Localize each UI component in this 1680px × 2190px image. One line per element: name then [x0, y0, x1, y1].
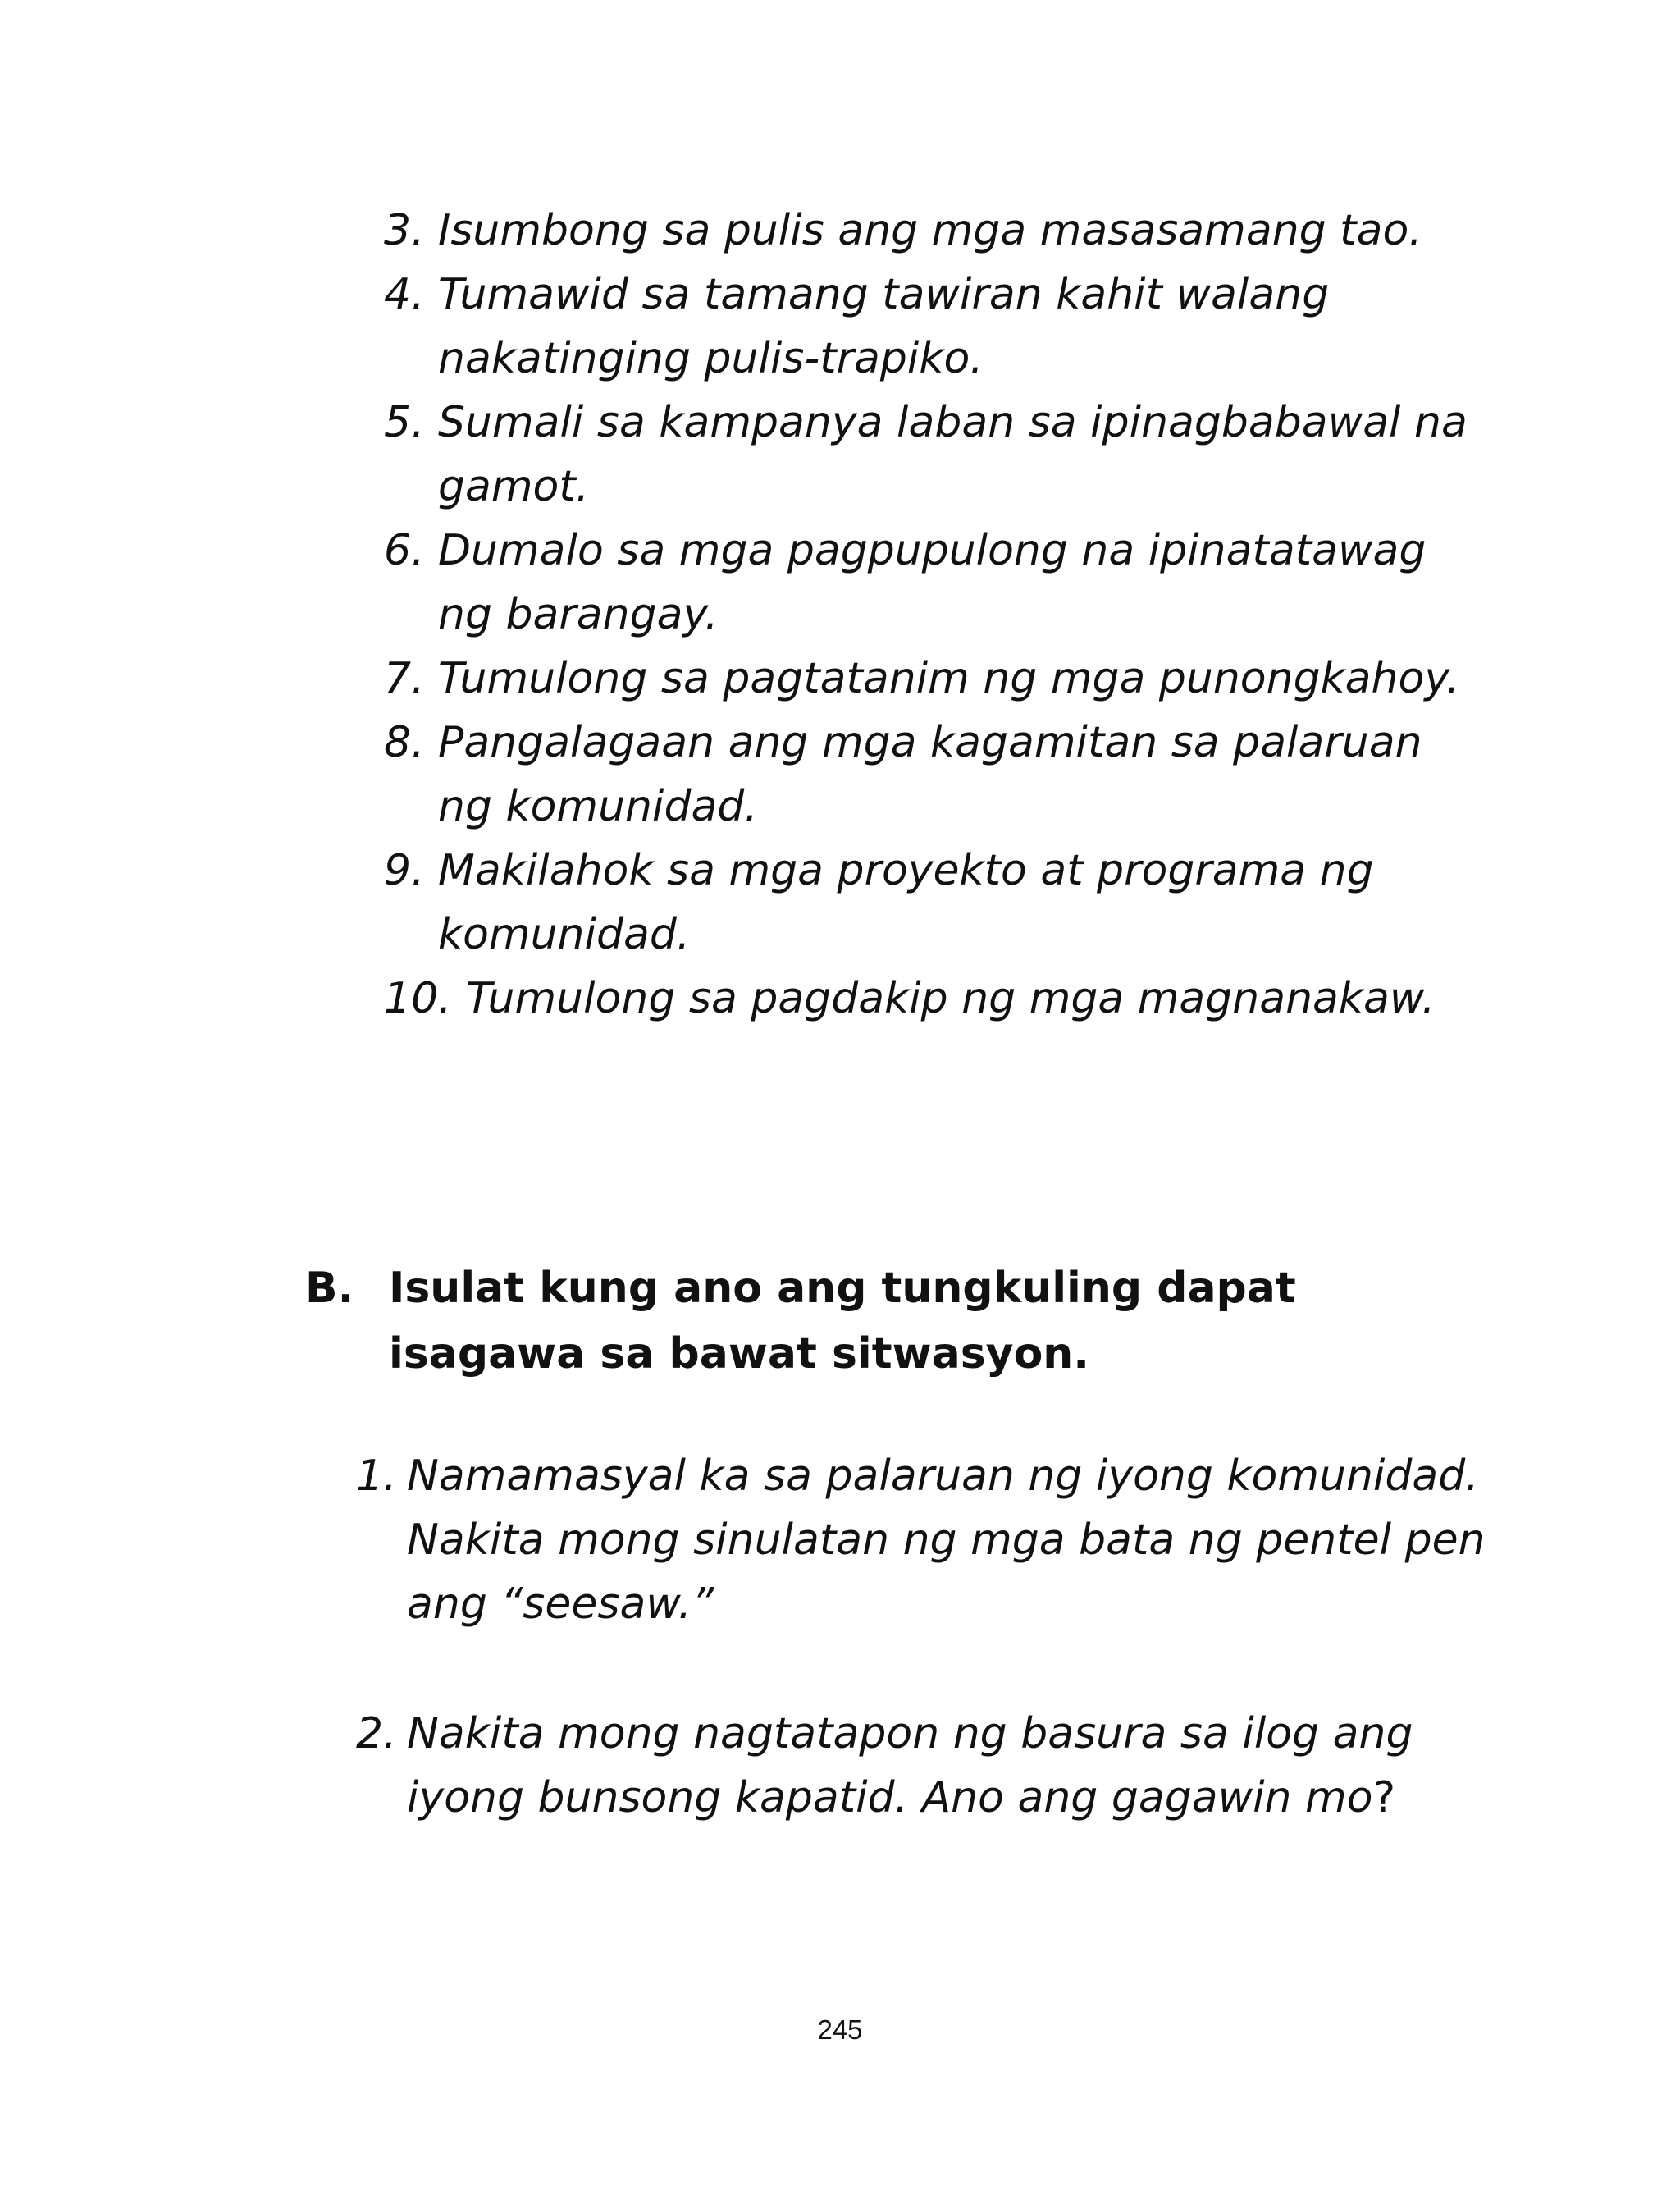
list-item	[384, 519, 1483, 647]
list-item	[384, 199, 1483, 263]
list-item	[384, 391, 1483, 519]
item-text: Sumali sa kampanya laban sa ipinagbabawal na gamot.	[438, 398, 1468, 511]
list-item	[384, 967, 1483, 1031]
item-text: Tumawid sa tamang tawiran kahit walang nakatinging pulis-trapiko.	[438, 270, 1330, 383]
item-number: 5.	[384, 398, 425, 447]
item-number: 1.	[356, 1452, 397, 1501]
list-item	[356, 1702, 1488, 1830]
list-item	[384, 711, 1483, 839]
situation-list	[356, 1444, 1488, 1830]
item-number: 2.	[356, 1709, 397, 1758]
responsibility-list	[384, 199, 1483, 1031]
item-number: 9.	[384, 846, 425, 895]
item-number: 3.	[384, 206, 425, 255]
item-text: Namamasyal ka sa palaruan ng iyong komunidad. Nakita mong sinulatan ng mga bata ng pentel pen ang “seesaw.”	[407, 1452, 1486, 1629]
question-mark: ?	[1372, 1773, 1396, 1822]
list-item	[384, 263, 1483, 391]
list-item	[356, 1444, 1488, 1636]
section-letter: B.	[305, 1264, 354, 1313]
item-number: 6.	[384, 526, 425, 575]
item-text: Tumulong sa pagdakip ng mga magnanakaw.	[466, 974, 1436, 1023]
item-text: Dumalo sa mga pagpupulong na ipinatatawag ng barangay.	[438, 526, 1427, 639]
item-number: 8.	[384, 718, 425, 767]
page-number: 245	[817, 2014, 863, 2045]
list-item	[384, 647, 1483, 711]
item-number: 10.	[384, 974, 452, 1023]
item-text: Tumulong sa pagtatanim ng mga punongkahoy.	[438, 654, 1460, 703]
item-text: Isumbong sa pulis ang mga masasamang tao.	[438, 206, 1422, 255]
item-number: 7.	[384, 654, 425, 703]
list-item	[384, 839, 1483, 967]
section-instruction: Isulat kung ano ang tungkuling dapat isagawa sa bawat sitwasyon.	[389, 1264, 1296, 1378]
item-text: Nakita mong nagtatapon ng basura sa ilog ang iyong bunsong kapatid. Ano ang gagawin mo	[407, 1709, 1413, 1822]
item-text: Makilahok sa mga proyekto at programa ng komunidad.	[438, 846, 1374, 959]
item-number: 4.	[384, 270, 425, 319]
item-text: Pangalagaan ang mga kagamitan sa palaruan ng komunidad.	[438, 718, 1422, 831]
